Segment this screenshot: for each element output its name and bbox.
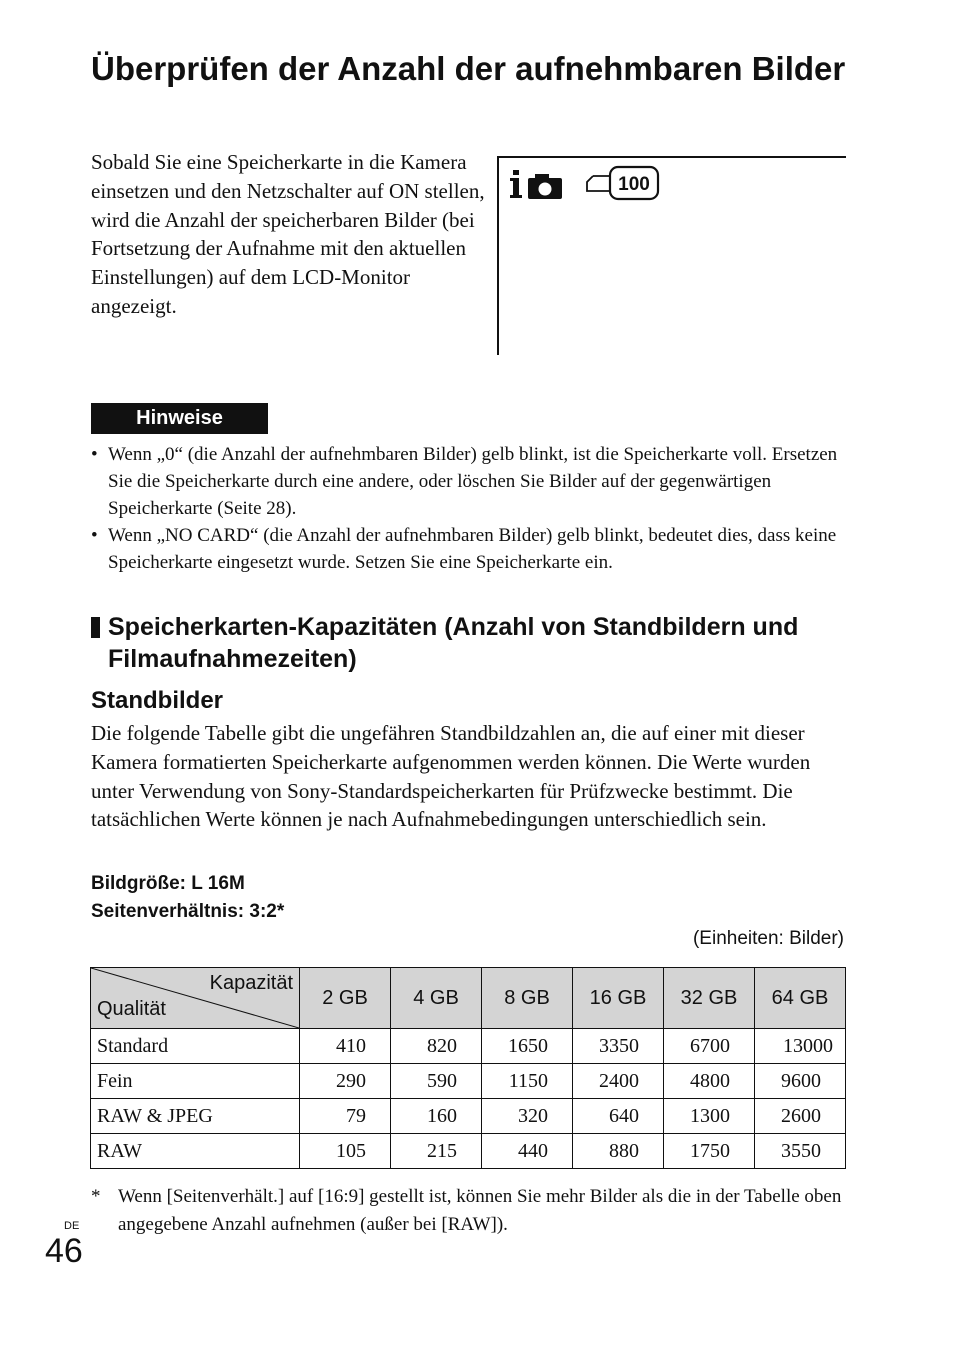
table-header-row — [91, 968, 846, 1029]
note-text: Wenn „0“ (die Anzahl der aufnehmbaren Bilder) gelb blinkt, ist die Speicherkarte voll. Ersetzen Sie die Speicherkarte durch eine andere, oder löschen Sie Bilder auf der gegenwärtigen Speicherkarte (Seite 28). — [108, 444, 838, 519]
units-note: (Einheiten: Bilder) — [692, 928, 844, 949]
table-cell: 440 — [482, 1134, 573, 1169]
section-heading — [91, 611, 871, 675]
table-row — [91, 1029, 846, 1064]
table-cell: 215 — [391, 1134, 482, 1169]
column-header: 16 GB — [573, 968, 664, 1029]
intro-paragraph: Sobald Sie eine Speicherkarte in die Kamera einsetzen und den Netzschalter auf ON stellen, wird die Anzahl der speicherbaren Bilder (bei Fortsetzung der Aufnahme mit den aktuellen Einstellungen) auf dem LCD-Monitor angezeigt. — [91, 150, 485, 318]
footnote-mark: * — [91, 1186, 101, 1207]
language-code: DE — [64, 1220, 80, 1232]
capacity-table — [90, 967, 846, 1169]
table-cell: 290 — [300, 1064, 391, 1099]
table-cell: 410 — [300, 1029, 391, 1064]
table-row — [91, 1064, 846, 1099]
table-cell: 320 — [482, 1099, 573, 1134]
table-cell: 3550 — [755, 1134, 846, 1169]
table-cell: 3350 — [573, 1029, 664, 1064]
footnote — [91, 1183, 851, 1239]
list-item: • Wenn „NO CARD“ (die Anzahl der aufnehmbaren Bilder) gelb blinkt, bedeutet dies, dass keine Speicherkarte eingesetzt wurde. Setzen Sie eine Speicherkarte ein. — [91, 525, 837, 573]
table-cell: 13000 — [755, 1029, 846, 1064]
table-cell: 2600 — [755, 1099, 846, 1134]
table-cell: 1150 — [482, 1064, 573, 1099]
table-cell: 1650 — [482, 1029, 573, 1064]
table-cell: 640 — [573, 1099, 664, 1134]
column-header: 2 GB — [300, 968, 391, 1029]
aspect-ratio-label: Seitenverhältnis: 3:2* — [91, 901, 285, 922]
standbilder-paragraph: Die folgende Tabelle gibt die ungefähren Standbildzahlen an, die auf einer mit dieser Kamera formatierten Speicherkarte aufgenommen werden können. Die Werte wurden unter Verwendung von Sony-Standardspeicherkarten für Prüfzwecke bestimmt. Die tatsächlichen Werte können je nach Aufnahmebedingungen unterschiedlich sein. — [91, 721, 811, 832]
shot-count: 100 — [618, 174, 650, 195]
page-title: Überprüfen der Anzahl der aufnehmbaren Bilder — [91, 50, 846, 87]
column-header: 8 GB — [482, 968, 573, 1029]
list-item: • Wenn „0“ (die Anzahl der aufnehmbaren Bilder) gelb blinkt, ist die Speicherkarte voll. Ersetzen Sie die Speicherkarte durch eine andere, oder löschen Sie Bilder auf der gegenwärtigen Speicherkarte (Seite 28). — [91, 444, 838, 519]
table-cell: 79 — [300, 1099, 391, 1134]
quality-label: Qualität — [97, 998, 166, 1020]
subsection-heading: Standbilder — [91, 687, 224, 714]
image-size-label: Bildgröße: L 16M — [91, 873, 245, 894]
row-label: Fein — [91, 1064, 300, 1099]
column-header: 32 GB — [664, 968, 755, 1029]
table-cell: 105 — [300, 1134, 391, 1169]
table-row — [91, 1099, 846, 1134]
table-cell: 590 — [391, 1064, 482, 1099]
note-text: Wenn „NO CARD“ (die Anzahl der aufnehmbaren Bilder) gelb blinkt, bedeutet dies, dass keine Speicherkarte eingesetzt wurde. Setzen Sie eine Speicherkarte ein. — [108, 525, 837, 573]
notes-list — [91, 441, 861, 576]
row-label: Standard — [91, 1029, 300, 1064]
footnote-text: Wenn [Seitenverhält.] auf [16:9] gestellt ist, können Sie mehr Bilder als die in der Tabelle oben angegebene Anzahl aufnehmen (außer bei [RAW]). — [118, 1186, 842, 1235]
section-heading-text: Speicherkarten-Kapazitäten (Anzahl von Standbildern und Filmaufnahmezeiten) — [108, 613, 799, 673]
section-marker-icon — [91, 617, 100, 638]
table-cell: 880 — [573, 1134, 664, 1169]
table-corner-cell — [91, 968, 300, 1029]
page-number: 46 — [45, 1232, 83, 1270]
table-cell: 1300 — [664, 1099, 755, 1134]
table-cell: 6700 — [664, 1029, 755, 1064]
notes-heading: Hinweise — [91, 403, 268, 434]
row-label: RAW — [91, 1134, 300, 1169]
lcd-status-icons — [507, 164, 667, 204]
column-header: 4 GB — [391, 968, 482, 1029]
column-header: 64 GB — [755, 968, 846, 1029]
table-cell: 1750 — [664, 1134, 755, 1169]
table-cell: 4800 — [664, 1064, 755, 1099]
lcd-monitor-illustration — [497, 156, 846, 355]
table-cell: 160 — [391, 1099, 482, 1134]
table-row — [91, 1134, 846, 1169]
table-cell: 9600 — [755, 1064, 846, 1099]
table-cell: 820 — [391, 1029, 482, 1064]
capacity-label: Kapazität — [209, 972, 293, 994]
intelligent-auto-camera-icon — [510, 170, 562, 199]
row-label: RAW & JPEG — [91, 1099, 300, 1134]
table-cell: 2400 — [573, 1064, 664, 1099]
